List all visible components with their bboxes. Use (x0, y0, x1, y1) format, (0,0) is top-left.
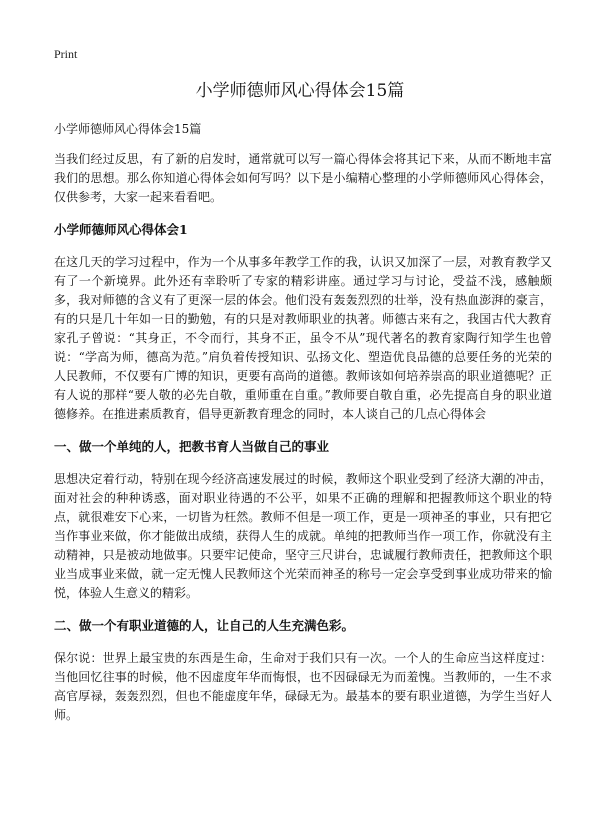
paragraph-one: 思想决定着行动，特别在现今经济高速发展过的时候，教师这个职业受到了经济大潮的冲击，面对社会的种种诱惑，面对职业待遇的不公平，如果不正确的理解和把握教师这个职业的特点，就很难安下心来，一切皆为枉然。教师不但是一项工作，更是一项神圣的事业，只有把它当作事业来做，你才能做出成绩，获得人生的成就。单纯的把教师当作一项工作，你就没有主动精神，只是被动地做事。只要牢记使命，坚守三尺讲台，忠诚履行教师责任，把教师这个职业当成事业来做，就一定无愧人民教师这个光荣而神圣的称号一定会享受到事业成功带来的愉悦，体验人生意义的精彩。 (54, 472, 552, 600)
subheading-one: 一、做一个单纯的人，把教书育人当做自己的事业 (54, 439, 330, 454)
subheading-two: 二、做一个有职业道德的人，让自己的人生充满色彩。 (54, 618, 355, 633)
article-body (54, 120, 552, 739)
section-1-paragraph: 在这几天的学习过程中，作为一个从事多年教学工作的我，认识又加深了一层，对教育教学又有了一个新境界。此外还有幸聆听了专家的精彩讲座。通过学习与讨论，受益不浅，感触颇多，我对师德的含义有了更深一层的体会。他们没有轰轰烈烈的壮举，没有热血澎湃的豪言，有的只是几十年如一日的勤勉，有的只是对教师职业的执著。师德古来有之，我国古代大教育家孔子曾说：“其身正，不令而行，其身不正，虽令不从”现代著名的教育家陶行知学生也曾说：“学高为师，德高为范。”肩负着传授知识、弘扬文化、塑造优良品德的总要任务的光荣的人民教师，不仅要有广博的知识，更要有高尚的道德。教师该如何培养崇高的职业道德呢？正有人说的那样“要人敬的必先自敬，重师重在自重。”教师要自敬自重，必先提高自身的职业道德修养。在推进素质教育，倡导更新教育理念的同时，本人谈自己的几点心得体会 (54, 255, 552, 421)
print-link[interactable]: Print (54, 47, 78, 61)
section-1-heading: 小学师德师风心得体会1 (54, 222, 188, 237)
page-title: 小学师德师风心得体会15篇 (195, 81, 405, 101)
article-subtitle: 小学师德师风心得体会15篇 (54, 122, 202, 136)
intro-paragraph: 当我们经过反思，有了新的启发时，通常就可以写一篇心得体会将其记下来，从而不断地丰富我们的思想。那么你知道心得体会如何写吗？以下是小编精心整理的小学师德师风心得体会，仅供参考，大家一起来看看吧。 (54, 152, 552, 204)
paragraph-two: 保尔说：世界上最宝贵的东西是生命，生命对于我们只有一次。一个人的生命应当这样度过：当他回忆往事的时候，他不因虚度年华而悔恨，也不因碌碌无为而羞愧。当教师的，一生不求高官厚禄，轰轰烈烈，但也不能虚度年华，碌碌无为。最基本的要有职业道德，为学生当好人师。 (54, 651, 552, 722)
